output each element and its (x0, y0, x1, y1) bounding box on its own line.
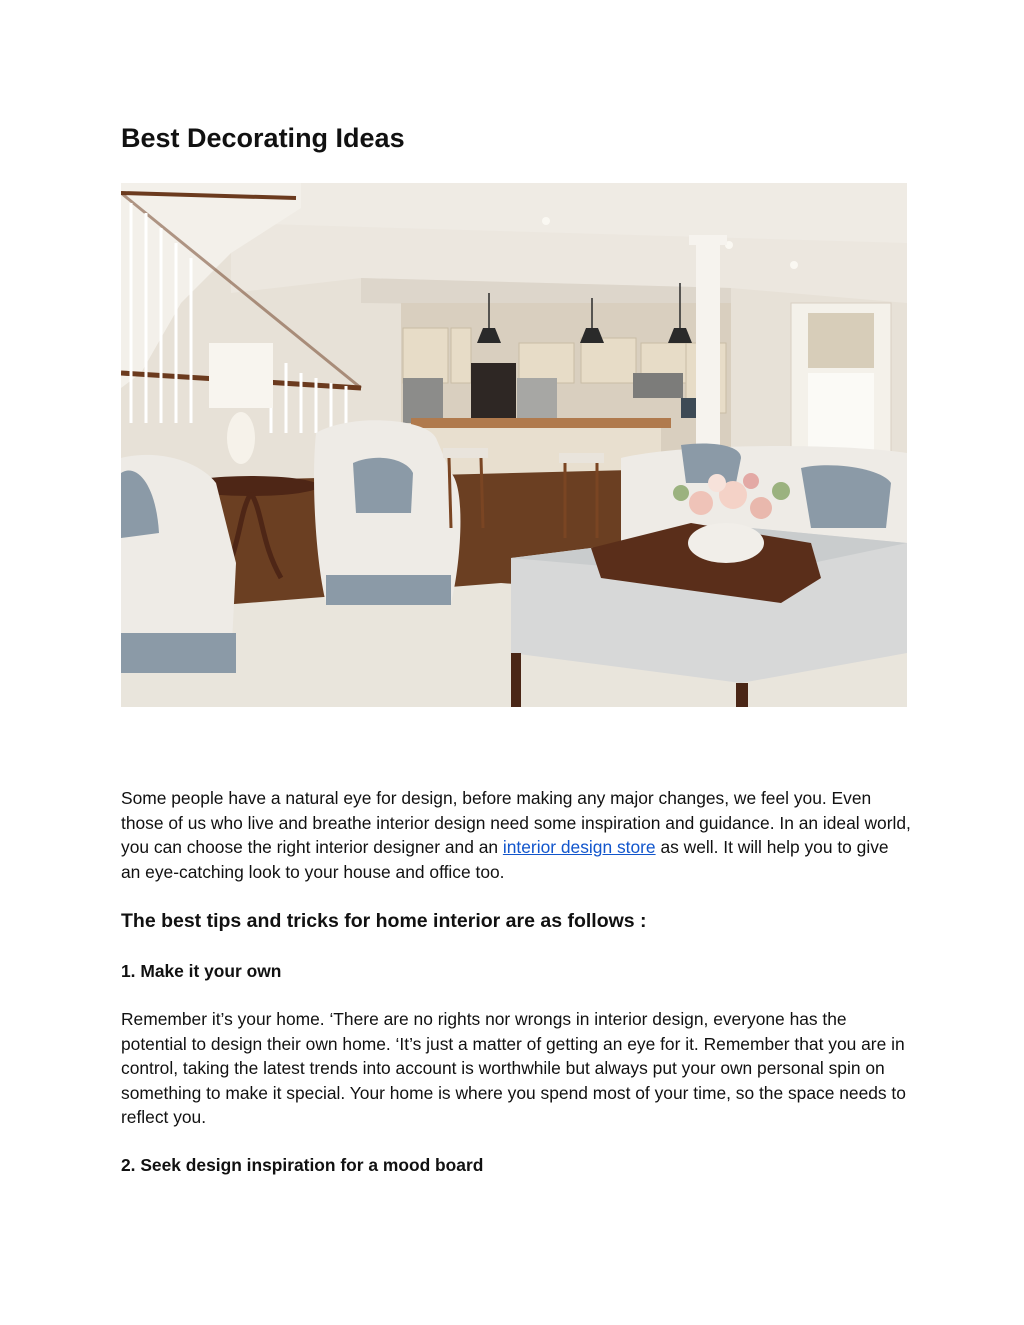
tips-heading: The best tips and tricks for home interior are as follows : (121, 910, 647, 932)
intro-text-before-link: Some people have a natural eye for design, before making any major changes, we feel you. Even those of us who live and breathe interior design need some inspiration and guidance. In an ideal world, you can choose the right interior designer and an (121, 788, 911, 857)
tip-2-heading: 2. Seek design inspiration for a mood board (121, 1155, 484, 1175)
tip-1-heading: 1. Make it your own (121, 961, 282, 981)
hero-image (121, 183, 907, 707)
page-title: Best Decorating Ideas (121, 123, 405, 153)
living-room-photo-icon (121, 183, 907, 707)
intro-text-after-link: as well. It will help you to give an eye-catching look to your house and office too. (121, 837, 889, 882)
tip-1-body: Remember it’s your home. ‘There are no rights nor wrongs in interior design, everyone has the potential to design their own home. ‘It’s just a matter of getting an eye for it. Remember that you are in control, taking the latest trends into account is worthwhile but always put your own personal spin on something to make it special. Your home is where you spend most of your time, so the space needs to reflect you. (121, 1009, 906, 1127)
interior-design-store-link[interactable]: interior design store (502, 837, 656, 857)
intro-paragraph (121, 786, 911, 884)
